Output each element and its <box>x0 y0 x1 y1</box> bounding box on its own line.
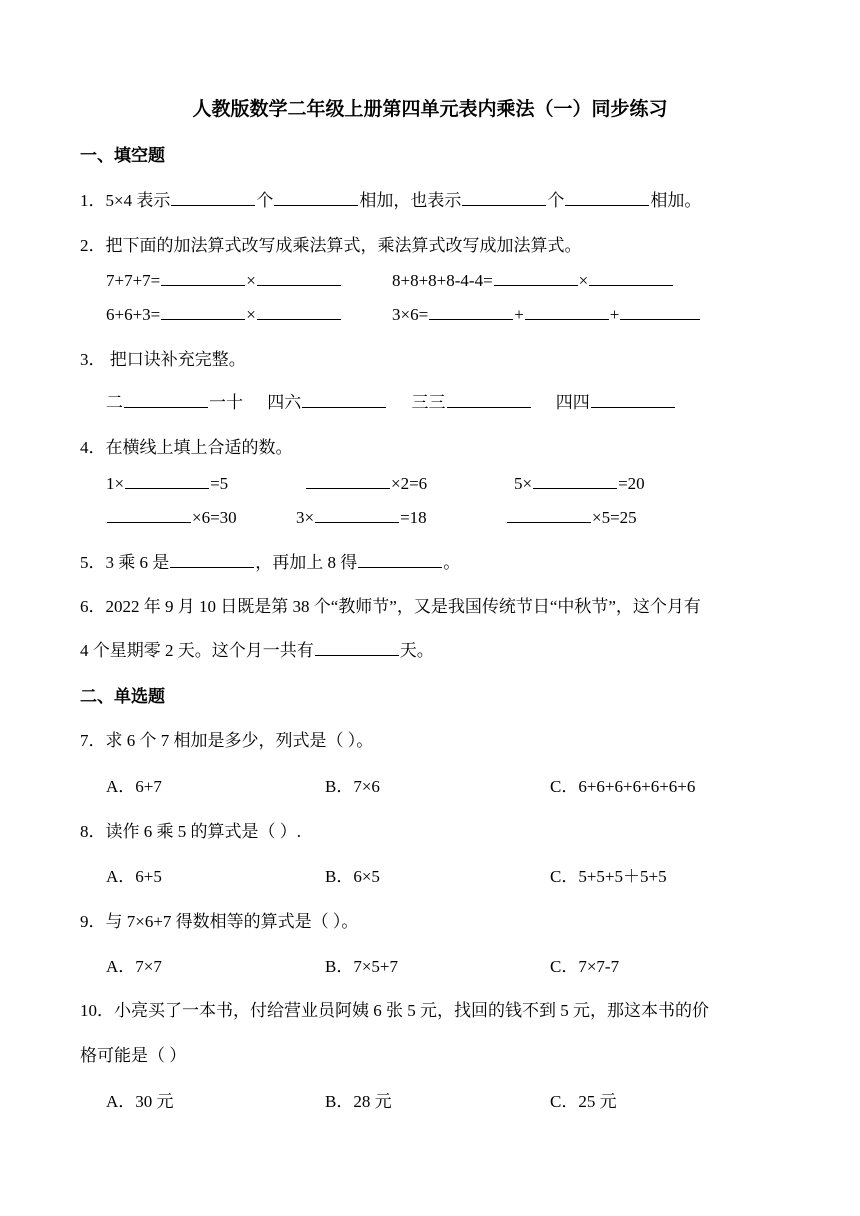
q4-expr: ×5=25 <box>592 508 637 527</box>
question-3: 3． 把口诀补充完整。 <box>80 350 246 369</box>
q4-expr: =20 <box>618 474 645 493</box>
q2-expr: 7+7+7= <box>106 271 161 290</box>
q2-op: + <box>609 305 620 324</box>
q4-expr: =18 <box>400 508 427 527</box>
q2-op: + <box>514 305 524 324</box>
answer-blank[interactable] <box>161 318 245 320</box>
q4-expr: 3× <box>296 508 315 527</box>
q4-expr: 1× <box>106 474 125 493</box>
q10-option-c[interactable]: C．25 元 <box>550 1092 617 1111</box>
answer-blank[interactable] <box>315 521 399 523</box>
answer-blank[interactable] <box>107 521 191 523</box>
q3-rhyme: 三三 <box>411 393 446 412</box>
q2-op: × <box>246 305 256 324</box>
question-1 <box>80 186 701 211</box>
q3-rhyme: 四六 <box>267 393 302 412</box>
question-10-line2: 格可能是（ ） <box>80 1046 187 1065</box>
q4-r1c <box>514 474 645 494</box>
section-fill-heading: 一、填空题 <box>80 146 165 166</box>
q8-option-c[interactable]: C．5+5+5＋5+5 <box>550 867 667 886</box>
q4-expr: ×2=6 <box>391 474 428 493</box>
answer-blank[interactable] <box>462 204 546 206</box>
answer-blank[interactable] <box>591 406 675 408</box>
q6-text-a: 4 个星期零 2 天。这个月一共有 <box>80 641 314 660</box>
answer-blank[interactable] <box>257 318 341 320</box>
answer-blank[interactable] <box>589 284 673 286</box>
q1-text-d: 个 <box>547 191 565 210</box>
answer-blank[interactable] <box>620 318 700 320</box>
q4-r1b <box>305 474 427 494</box>
question-8: 8．读作 6 乘 5 的算式是（ ）. <box>80 822 301 841</box>
answer-blank[interactable] <box>358 566 442 568</box>
q2-op: × <box>578 271 589 290</box>
q4-expr: ×6=30 <box>192 508 237 527</box>
q4-expr: =5 <box>210 474 229 493</box>
q5-text-b: ，再加上 8 得 <box>255 553 358 572</box>
answer-blank[interactable] <box>257 284 341 286</box>
q5-text-a: 5．3 乘 6 是 <box>80 553 170 572</box>
answer-blank[interactable] <box>315 654 399 656</box>
answer-blank[interactable] <box>447 406 531 408</box>
q3-items <box>106 388 676 413</box>
q7-option-c[interactable]: C．6+6+6+6+6+6+6 <box>550 777 696 796</box>
q1-text-e: 相加。 <box>650 191 702 210</box>
q7-option-a[interactable]: A．6+7 <box>106 777 162 796</box>
question-4: 4．在横线上填上合适的数。 <box>80 438 293 457</box>
question-6-line1: 6．2022 年 9 月 10 日既是第 38 个“教师节”，又是我国传统节日“中秋节”，这个月有 <box>80 597 701 616</box>
q1-text-c: 相加，也表示 <box>359 191 462 210</box>
q2-row2-left <box>106 305 342 325</box>
q2-op: × <box>246 271 256 290</box>
question-7: 7．求 6 个 7 相加是多少，列式是（ ）。 <box>80 731 374 750</box>
q2-row2-right <box>392 305 701 325</box>
q3-rhyme: 二 <box>106 393 123 412</box>
q2-expr: 6+6+3= <box>106 305 161 324</box>
answer-blank[interactable] <box>302 406 386 408</box>
question-2: 2．把下面的加法算式改写成乘法算式，乘法算式改写成加法算式。 <box>80 236 582 255</box>
question-6-line2 <box>80 636 434 661</box>
q4-r2a <box>106 508 237 528</box>
answer-blank[interactable] <box>170 566 254 568</box>
q9-option-a[interactable]: A．7×7 <box>106 957 162 976</box>
answer-blank[interactable] <box>494 284 578 286</box>
q2-row1-right <box>392 271 674 291</box>
q6-text-b: 天。 <box>399 641 434 660</box>
q2-expr: 3×6= <box>392 305 429 324</box>
answer-blank[interactable] <box>125 487 209 489</box>
q4-r2c <box>506 508 637 528</box>
q7-option-b[interactable]: B．7×6 <box>325 777 380 796</box>
q9-option-b[interactable]: B．7×5+7 <box>325 957 399 976</box>
answer-blank[interactable] <box>171 204 255 206</box>
question-9: 9．与 7×6+7 得数相等的算式是（ ）。 <box>80 912 359 931</box>
answer-blank[interactable] <box>525 318 609 320</box>
q2-expr: 8+8+8+8-4-4= <box>392 271 493 290</box>
answer-blank[interactable] <box>429 318 513 320</box>
answer-blank[interactable] <box>306 487 390 489</box>
q4-r1a <box>106 474 228 494</box>
answer-blank[interactable] <box>507 521 591 523</box>
q8-option-a[interactable]: A．6+5 <box>106 867 162 886</box>
q10-option-b[interactable]: B．28 元 <box>325 1092 392 1111</box>
q4-r2b <box>296 508 427 528</box>
answer-blank[interactable] <box>274 204 358 206</box>
q10-option-a[interactable]: A．30 元 <box>106 1092 174 1111</box>
answer-blank[interactable] <box>124 406 208 408</box>
page-title: 人教版数学二年级上册第四单元表内乘法（一）同步练习 <box>192 98 668 120</box>
q1-text-a: 5×4 表示 <box>105 191 171 210</box>
q2-row1-left <box>106 271 342 291</box>
q5-text-c: 。 <box>443 553 461 572</box>
answer-blank[interactable] <box>533 487 617 489</box>
question-5 <box>80 548 460 573</box>
answer-blank[interactable] <box>161 284 245 286</box>
q3-rhyme: 四四 <box>555 393 590 412</box>
question-10-line1: 10．小亮买了一本书，付给营业员阿姨 6 张 5 元，找回的钱不到 5 元，那这本书的价 <box>80 1001 709 1020</box>
section-choice-heading: 二、单选题 <box>80 687 165 707</box>
q1-text-b: 个 <box>256 191 274 210</box>
answer-blank[interactable] <box>565 204 649 206</box>
q8-option-b[interactable]: B．6×5 <box>325 867 380 886</box>
q3-rhyme: 一十 <box>209 393 243 412</box>
q9-option-c[interactable]: C．7×7-7 <box>550 957 620 976</box>
q4-expr: 5× <box>514 474 533 493</box>
q1-number: 1． <box>80 191 106 210</box>
